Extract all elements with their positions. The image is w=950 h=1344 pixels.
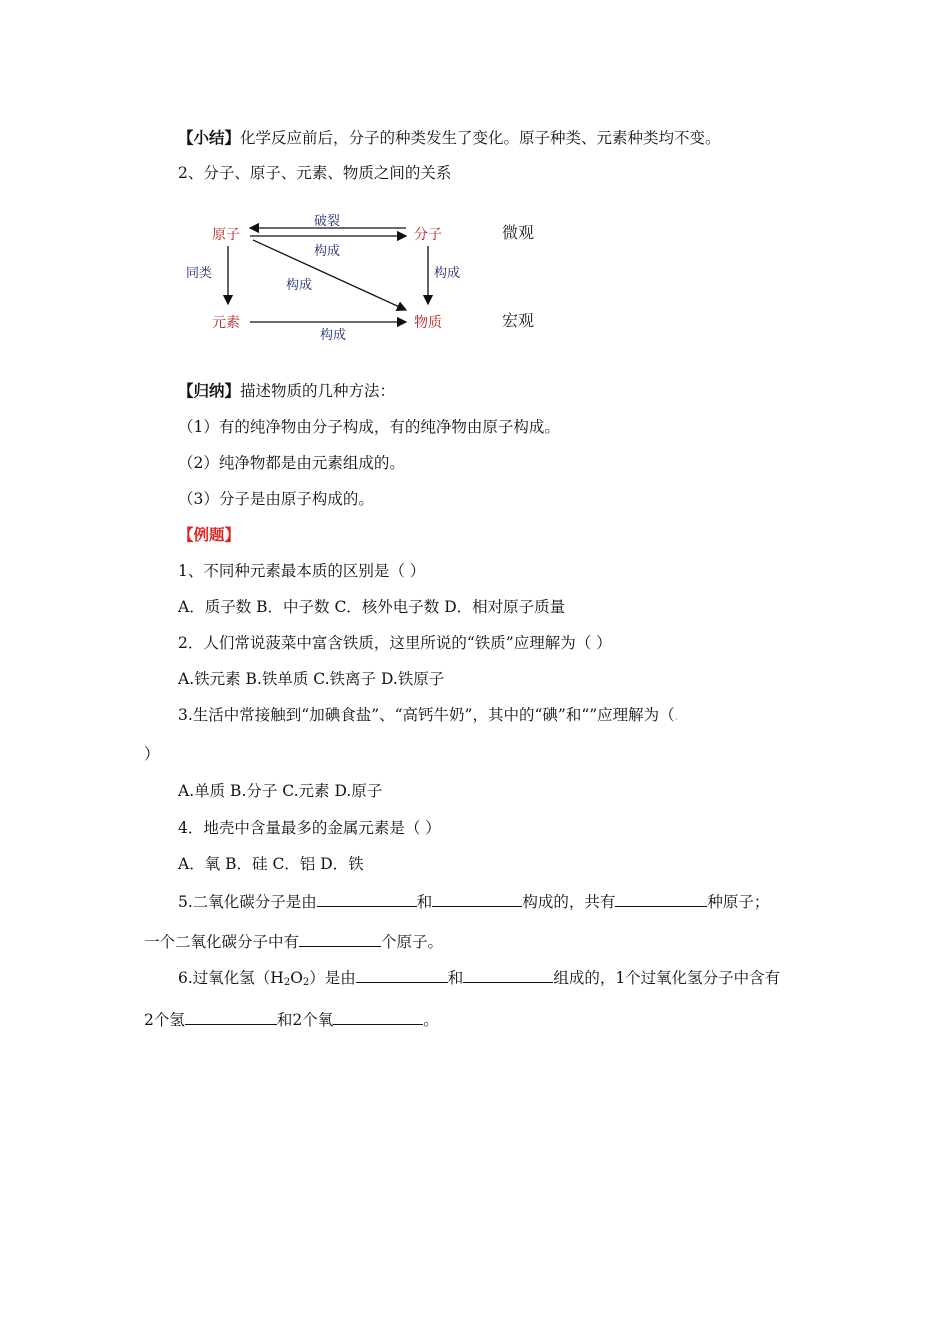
node-substance: 物质	[414, 315, 442, 331]
q5-blank-1[interactable]	[317, 890, 417, 907]
q5-blank-4[interactable]	[299, 930, 381, 947]
q6-line1	[178, 966, 780, 993]
level-micro: 微观	[502, 223, 535, 242]
summary-text: 化学反应前后，分子的种类发生了变化。原子种类、元素种类均不变。	[240, 129, 721, 147]
q6-text-6: 。	[423, 1011, 439, 1029]
q5-blank-3[interactable]	[615, 890, 707, 907]
node-molecule: 分子	[414, 227, 442, 243]
induction-item-2: （2）纯净物都是由元素组成的。	[178, 454, 405, 472]
q6-sub-1: 2	[283, 977, 291, 988]
q5-text-2: 和	[416, 893, 433, 911]
label-compose-diag: 构成	[286, 278, 313, 293]
label-compose-bottom: 构成	[320, 328, 347, 343]
examples-tag: 【例题】	[178, 525, 241, 544]
q6-blank-3[interactable]	[185, 1008, 277, 1025]
q6-text-3: 组成的，1个过氧化氢分子中含有	[553, 969, 781, 987]
q3-stem-cont: ）	[144, 745, 160, 763]
q5-blank-2[interactable]	[432, 890, 522, 907]
q6-text-5: 和2个氧	[276, 1011, 334, 1029]
summary-tag: 【小结】	[178, 128, 241, 147]
q3-options: A.单质 B.分子 C.元素 D.原子	[178, 782, 383, 800]
q3-stem	[178, 705, 678, 727]
label-break: 破裂	[314, 214, 341, 229]
mark-dot: .	[674, 710, 679, 723]
induction-text: 描述物质的几种方法：	[240, 382, 396, 400]
label-compose-top: 构成	[314, 244, 341, 259]
q5-text-3: 构成的，共有	[522, 893, 616, 911]
q1-stem: 1、不同种元素最本质的区别是（ ）	[178, 562, 426, 580]
q6-text-1c: ）是由	[309, 969, 356, 987]
q2-options: A.铁元素 B.铁单质 C.铁离子 D.铁原子	[178, 670, 445, 688]
summary-line	[178, 128, 721, 148]
q6-blank-2[interactable]	[463, 966, 553, 983]
node-element: 元素	[212, 315, 240, 331]
q2-stem: 2．人们常说菠菜中富含铁质，这里所说的“铁质”应理解为（ ）	[178, 634, 612, 652]
q4-stem: 4．地壳中含量最多的金属元素是（ ）	[178, 819, 441, 837]
induction-tag: 【归纳】	[178, 381, 241, 400]
q6-text-4: 2个氢	[144, 1011, 185, 1029]
induction-item-1: （1）有的纯净物由分子构成，有的纯净物由原子构成。	[178, 418, 560, 436]
q5-line2	[144, 930, 443, 952]
q5-text-4: 种原子；	[707, 893, 770, 911]
q5-text-5: 一个二氧化碳分子中有	[144, 933, 300, 951]
q6-blank-4[interactable]	[333, 1008, 423, 1025]
q3-stem-text: 3.生活中常接触到“加碘食盐”、“高钙牛奶”，其中的“碘”和“”应理解为（	[178, 706, 675, 724]
section2-title: 2、分子、原子、元素、物质之间的关系	[178, 164, 452, 182]
q5-line1	[178, 890, 769, 912]
q6-line2	[144, 1008, 439, 1030]
node-atom: 原子	[212, 227, 240, 243]
q4-options: A．氧 B．硅 C．铝 D．铁	[178, 855, 364, 873]
label-same-class: 同类	[186, 266, 213, 281]
induction-line	[178, 381, 395, 401]
q6-text-2: 和	[447, 969, 464, 987]
induction-item-3: （3）分子是由原子构成的。	[178, 490, 374, 508]
level-macro: 宏观	[502, 311, 535, 330]
q6-text-1b: O	[290, 969, 303, 987]
q6-sub-2: 2	[302, 977, 310, 988]
label-compose-right: 构成	[434, 266, 461, 281]
q5-text-6: 个原子。	[381, 933, 444, 951]
q6-text-1: 6.过氧化氢（H	[178, 969, 284, 987]
q1-options: A．质子数 B．中子数 C．核外电子数 D．相对原子质量	[178, 598, 566, 616]
q5-text-1: 5.二氧化碳分子是由	[178, 893, 317, 911]
relationship-diagram	[178, 200, 548, 350]
q6-blank-1[interactable]	[356, 966, 448, 983]
